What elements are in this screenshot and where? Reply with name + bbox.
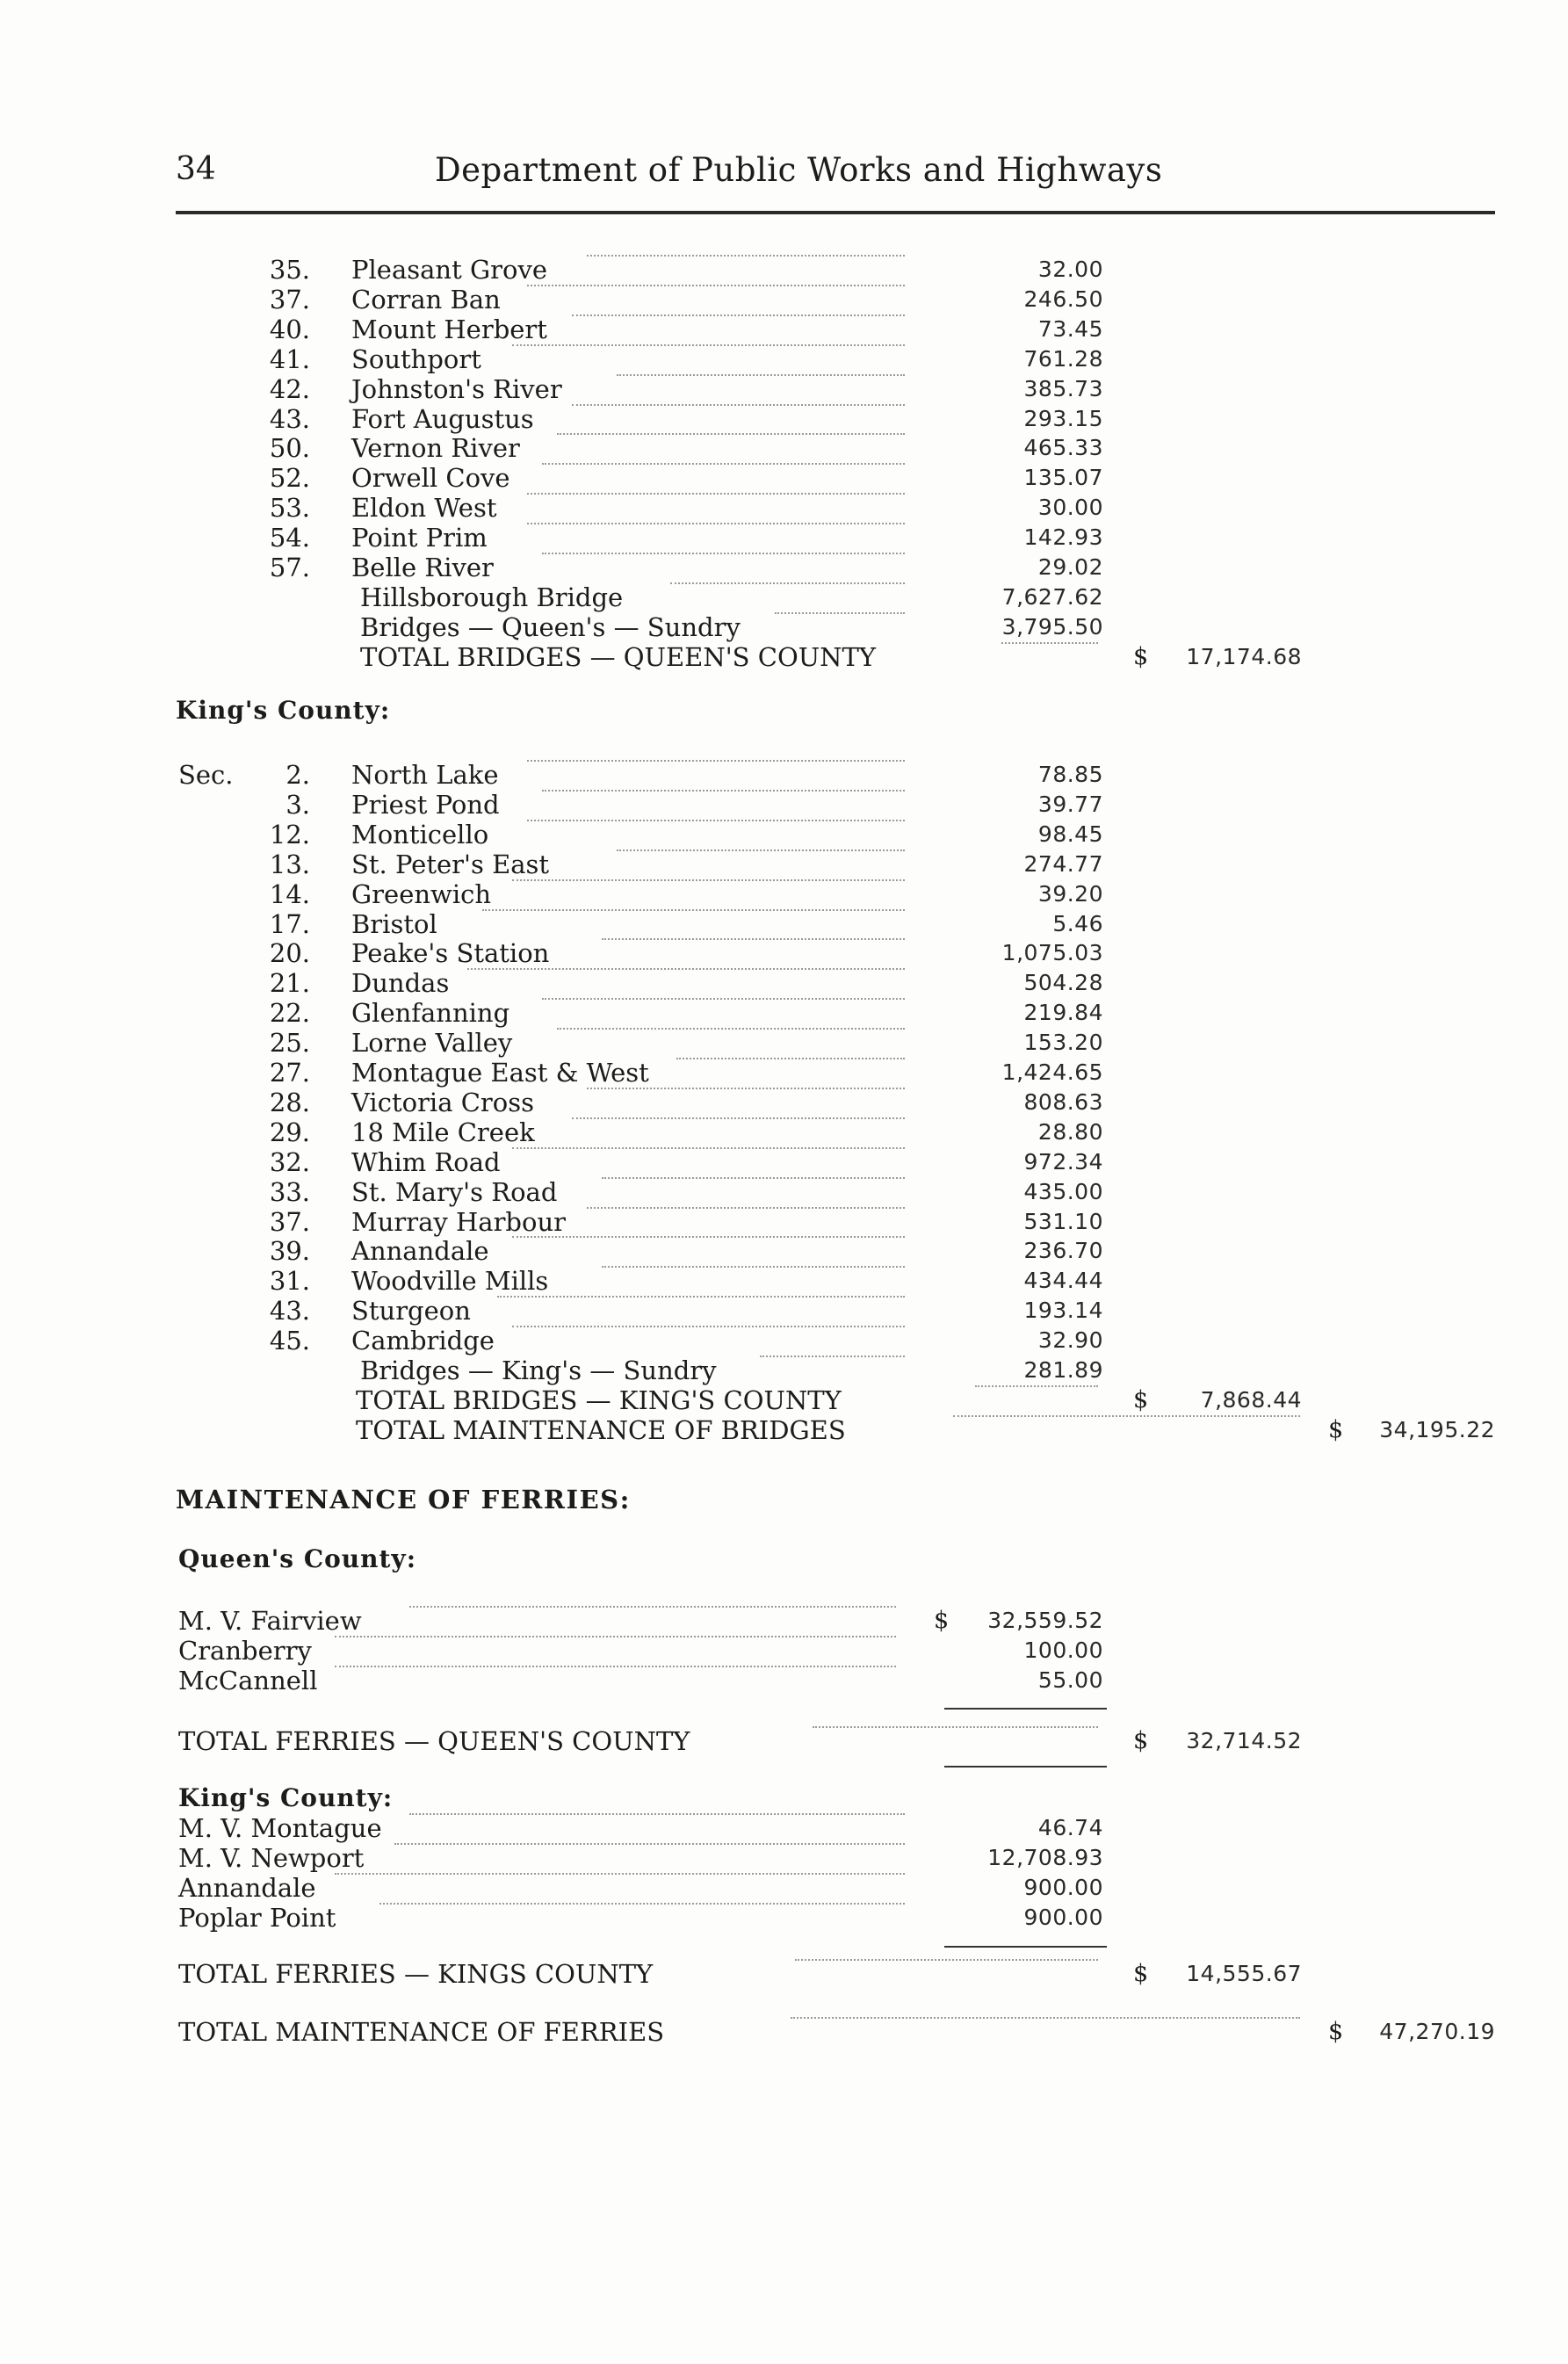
currency-sign: $ (934, 1607, 950, 1634)
section-number: 29. (269, 1117, 310, 1147)
bridges-grand-total (0, 1415, 1568, 1445)
bridge-name: Monticello (351, 820, 489, 849)
bridge-row (0, 938, 1568, 968)
dot-leader (975, 1385, 1098, 1387)
bridge-name: Pleasant Grove (351, 255, 547, 285)
ferry-row (0, 1813, 1568, 1843)
bridge-name: Corran Ban (351, 285, 501, 314)
section-number: 3. (285, 790, 310, 820)
bridge-row (0, 1326, 1568, 1356)
bridge-row (0, 463, 1568, 493)
dot-leader (617, 374, 905, 376)
dot-leader (497, 1296, 905, 1298)
dot-leader (542, 790, 905, 792)
bridge-name: Mount Herbert (351, 314, 547, 344)
bridge-row (0, 1177, 1568, 1207)
bridge-name: Greenwich (351, 879, 492, 909)
bridge-row (0, 1296, 1568, 1326)
bridge-name: Victoria Cross (351, 1088, 534, 1117)
section-number: 45. (269, 1326, 310, 1356)
bridge-amount: 219.84 (1023, 1000, 1103, 1025)
total-amount: 32,714.52 (1186, 1728, 1302, 1753)
bridge-name: Annandale (351, 1236, 489, 1266)
bridge-amount: 135.07 (1023, 465, 1103, 490)
bridge-amount: 972.34 (1023, 1149, 1103, 1175)
dot-leader (512, 344, 905, 346)
section-number: 40. (269, 314, 310, 344)
dot-leader (335, 1873, 905, 1875)
section-number: 20. (269, 938, 310, 968)
bridge-row (0, 285, 1568, 314)
bridge-row (0, 1236, 1568, 1266)
bridge-amount: 281.89 (1023, 1357, 1103, 1383)
section-number: 53. (269, 493, 310, 523)
section-number: 31. (269, 1266, 310, 1296)
dot-leader (587, 1088, 905, 1089)
section-number: 13. (269, 849, 310, 879)
header-rule (176, 211, 1495, 214)
bridge-amount: 39.77 (1037, 792, 1103, 817)
section-number: 54. (269, 523, 310, 553)
bridge-amount: 98.45 (1037, 821, 1103, 847)
dot-leader (379, 1903, 905, 1905)
bridge-name: Bridges — Queen's — Sundry (360, 612, 741, 642)
bridge-amount: 78.85 (1037, 762, 1103, 787)
ferry-name: M. V. Newport (178, 1843, 365, 1873)
section-number: 57. (269, 553, 310, 582)
dot-leader (527, 285, 905, 286)
bridge-name: Southport (351, 344, 481, 374)
dot-leader (527, 493, 905, 495)
bridge-name: Vernon River (351, 433, 520, 463)
bridge-name: Dundas (351, 968, 450, 998)
bridge-name: Johnston's River (351, 374, 562, 404)
section-label: Sec. (178, 760, 234, 790)
subtotal-rule (944, 1708, 1107, 1710)
bridge-amount: 142.93 (1023, 524, 1103, 550)
bridge-name: Murray Harbour (351, 1207, 566, 1237)
total-label: TOTAL BRIDGES — QUEEN'S COUNTY (360, 642, 877, 672)
bridge-name: Priest Pond (351, 790, 500, 820)
bridge-row (0, 553, 1568, 582)
bridge-row (0, 255, 1568, 285)
ferries-kings-heading: King's County: (178, 1783, 394, 1812)
bridge-row (0, 1266, 1568, 1296)
ferry-amount: 32,559.52 (987, 1608, 1103, 1633)
currency-sign: $ (1133, 643, 1149, 670)
dot-leader (795, 1959, 1098, 1961)
bridge-name: 18 Mile Creek (351, 1117, 535, 1147)
bridge-amount: 7,627.62 (1001, 584, 1103, 610)
currency-sign: $ (1133, 1727, 1149, 1754)
ferry-name: M. V. Montague (178, 1813, 382, 1843)
bridge-amount: 32.00 (1037, 257, 1103, 282)
ferry-name: McCannell (178, 1666, 318, 1695)
kings-bridges-total (0, 1385, 1568, 1415)
bridge-row (0, 314, 1568, 344)
dot-leader (602, 1177, 905, 1179)
bridge-row (0, 790, 1568, 820)
bridge-name: Eldon West (351, 493, 497, 523)
dot-leader (527, 760, 905, 762)
total-amount: 7,868.44 (1200, 1387, 1302, 1413)
bridge-amount: 274.77 (1023, 851, 1103, 877)
bridge-amount: 1,075.03 (1001, 940, 1103, 965)
ferry-name: M. V. Fairview (178, 1606, 362, 1636)
bridge-name: Point Prim (351, 523, 488, 553)
dot-leader (587, 1207, 905, 1209)
total-amount: 17,174.68 (1186, 644, 1302, 669)
section-number: 22. (269, 998, 310, 1028)
currency-sign: $ (1328, 1416, 1344, 1443)
section-number: 25. (269, 1028, 310, 1058)
dot-leader (512, 879, 905, 881)
dot-leader (409, 1813, 905, 1815)
bridge-amount: 3,795.50 (1001, 614, 1103, 640)
bridge-amount: 385.73 (1023, 376, 1103, 401)
section-number: 27. (269, 1058, 310, 1088)
section-number: 32. (269, 1147, 310, 1177)
bridge-row (0, 582, 1568, 612)
bridge-row (0, 820, 1568, 849)
bridge-amount: 1,424.65 (1001, 1059, 1103, 1085)
bridge-name: Peake's Station (351, 938, 550, 968)
bridge-amount: 761.28 (1023, 346, 1103, 372)
ferry-amount: 100.00 (1023, 1637, 1103, 1663)
dot-leader (335, 1636, 896, 1637)
queens-bridges-total (0, 642, 1568, 672)
dot-leader (572, 404, 905, 406)
bridge-name: Hillsborough Bridge (360, 582, 624, 612)
section-number: 35. (269, 255, 310, 285)
section-number: 37. (269, 1207, 310, 1237)
page-number: 34 (176, 151, 216, 187)
bridge-name: Belle River (351, 553, 494, 582)
bridge-row (0, 433, 1568, 463)
total-label: TOTAL FERRIES — KINGS COUNTY (178, 1959, 654, 1989)
ferry-row (0, 1903, 1568, 1933)
bridge-name: Cambridge (351, 1326, 495, 1356)
bridge-row (0, 760, 1568, 790)
section-number: 50. (269, 433, 310, 463)
bridge-row (0, 523, 1568, 553)
dot-leader (1001, 642, 1098, 644)
dot-leader (394, 1843, 905, 1845)
bridge-row (0, 1088, 1568, 1117)
bridge-amount: 30.00 (1037, 495, 1103, 520)
bridge-name: Orwell Cove (351, 463, 510, 493)
bridge-amount: 73.45 (1037, 316, 1103, 342)
bridge-name: Fort Augustus (351, 404, 534, 434)
dot-leader (572, 314, 905, 316)
subtotal-rule (944, 1766, 1107, 1768)
bridge-row (0, 1058, 1568, 1088)
subtotal-rule (944, 1946, 1107, 1948)
total-label: TOTAL MAINTENANCE OF BRIDGES (356, 1415, 846, 1445)
bridge-amount: 5.46 (1052, 911, 1103, 936)
dot-leader (542, 463, 905, 465)
dot-leader (527, 820, 905, 821)
dot-leader (760, 1356, 905, 1357)
bridge-row (0, 879, 1568, 909)
total-amount: 14,555.67 (1186, 1961, 1302, 1986)
section-number: 43. (269, 404, 310, 434)
bridge-row (0, 374, 1568, 404)
total-label: TOTAL MAINTENANCE OF FERRIES (178, 2017, 665, 2047)
bridge-row (0, 612, 1568, 642)
bridge-name: St. Mary's Road (351, 1177, 558, 1207)
total-label: TOTAL BRIDGES — KING'S COUNTY (356, 1385, 842, 1415)
ferry-name: Annandale (178, 1873, 316, 1903)
dot-leader (467, 968, 905, 970)
dot-leader (542, 998, 905, 1000)
bridge-name: Lorne Valley (351, 1028, 513, 1058)
currency-sign: $ (1133, 1960, 1149, 1987)
bridge-amount: 246.50 (1023, 286, 1103, 312)
dot-leader (542, 553, 905, 554)
bridge-name: Bristol (351, 909, 437, 939)
bridge-row (0, 909, 1568, 939)
ferry-amount: 55.00 (1037, 1667, 1103, 1693)
kings-county-heading: King's County: (176, 696, 391, 725)
section-number: 14. (269, 879, 310, 909)
section-number: 12. (269, 820, 310, 849)
dot-leader (335, 1666, 896, 1667)
bridge-amount: 236.70 (1023, 1238, 1103, 1263)
bridge-name: North Lake (351, 760, 499, 790)
dot-leader (813, 1726, 1098, 1728)
bridge-name: Glenfanning (351, 998, 510, 1028)
ferry-amount: 12,708.93 (987, 1845, 1103, 1870)
bridge-name: Whim Road (351, 1147, 501, 1177)
dot-leader (617, 849, 905, 851)
bridge-amount: 434.44 (1023, 1268, 1103, 1293)
bridge-row (0, 1117, 1568, 1147)
dot-leader (557, 1028, 905, 1030)
bridge-amount: 39.20 (1037, 881, 1103, 907)
dot-leader (557, 433, 905, 435)
section-number: 43. (269, 1296, 310, 1326)
section-number: 33. (269, 1177, 310, 1207)
ferries-heading: MAINTENANCE OF FERRIES: (176, 1485, 631, 1515)
currency-sign: $ (1328, 2018, 1344, 2045)
ferries-queens-heading: Queen's County: (178, 1544, 417, 1573)
bridge-name: Montague East & West (351, 1058, 649, 1088)
dot-leader (602, 938, 905, 940)
dot-leader (572, 1117, 905, 1119)
dot-leader (676, 1058, 905, 1059)
section-number: 52. (269, 463, 310, 493)
section-number: 17. (269, 909, 310, 939)
section-number: 28. (269, 1088, 310, 1117)
bridge-amount: 465.33 (1023, 435, 1103, 460)
bridge-row (0, 1028, 1568, 1058)
bridge-row (0, 344, 1568, 374)
dot-leader (527, 523, 905, 524)
bridge-row (0, 1147, 1568, 1177)
section-number: 41. (269, 344, 310, 374)
bridge-name: St. Peter's East (351, 849, 550, 879)
ferry-row (0, 1873, 1568, 1903)
bridge-amount: 808.63 (1023, 1089, 1103, 1115)
bridge-amount: 504.28 (1023, 970, 1103, 995)
bridge-amount: 28.80 (1037, 1119, 1103, 1145)
currency-sign: $ (1133, 1386, 1149, 1413)
bridge-name: Bridges — King's — Sundry (360, 1356, 717, 1385)
section-number: 37. (269, 285, 310, 314)
bridge-name: Sturgeon (351, 1296, 471, 1326)
dot-leader (512, 1236, 905, 1238)
dot-leader (482, 909, 905, 911)
bridge-amount: 153.20 (1023, 1030, 1103, 1055)
bridge-amount: 32.90 (1037, 1327, 1103, 1353)
total-amount: 34,195.22 (1379, 1417, 1495, 1442)
bridge-amount: 435.00 (1023, 1179, 1103, 1204)
section-number: 21. (269, 968, 310, 998)
section-number: 2. (285, 760, 310, 790)
bridge-name: Woodville Mills (351, 1266, 549, 1296)
bridge-amount: 293.15 (1023, 406, 1103, 431)
page-title: Department of Public Works and Highways (435, 151, 1163, 189)
dot-leader (512, 1326, 905, 1327)
ferry-row (0, 1843, 1568, 1873)
bridge-row (0, 849, 1568, 879)
dot-leader (512, 1147, 905, 1149)
total-amount: 47,270.19 (1379, 2019, 1495, 2044)
dot-leader (587, 255, 905, 257)
bridge-row (0, 404, 1568, 434)
dot-leader (791, 2017, 1300, 2019)
dot-leader (775, 612, 905, 614)
bridge-row (0, 493, 1568, 523)
section-number: 39. (269, 1236, 310, 1266)
section-number: 42. (269, 374, 310, 404)
dot-leader (670, 582, 905, 584)
bridge-row (0, 1356, 1568, 1385)
ferry-amount: 46.74 (1037, 1815, 1103, 1840)
ferries-grand-total (0, 2017, 1568, 2047)
ferry-name: Poplar Point (178, 1903, 336, 1933)
ferries-queens-total (0, 1726, 1568, 1756)
ferry-name: Cranberry (178, 1636, 312, 1666)
ferry-row (0, 1606, 1568, 1636)
ferry-amount: 900.00 (1023, 1905, 1103, 1930)
ferry-row (0, 1636, 1568, 1666)
dot-leader (409, 1606, 896, 1608)
dot-leader (953, 1415, 1300, 1417)
bridge-amount: 29.02 (1037, 554, 1103, 580)
dot-leader (602, 1266, 905, 1268)
ferries-kings-total (0, 1959, 1568, 1989)
bridge-amount: 193.14 (1023, 1298, 1103, 1323)
bridge-amount: 531.10 (1023, 1209, 1103, 1234)
ferry-row (0, 1666, 1568, 1695)
bridge-row (0, 998, 1568, 1028)
bridge-row (0, 1207, 1568, 1237)
total-label: TOTAL FERRIES — QUEEN'S COUNTY (178, 1726, 690, 1756)
ferry-amount: 900.00 (1023, 1875, 1103, 1900)
page-header (176, 151, 1496, 204)
bridge-row (0, 968, 1568, 998)
